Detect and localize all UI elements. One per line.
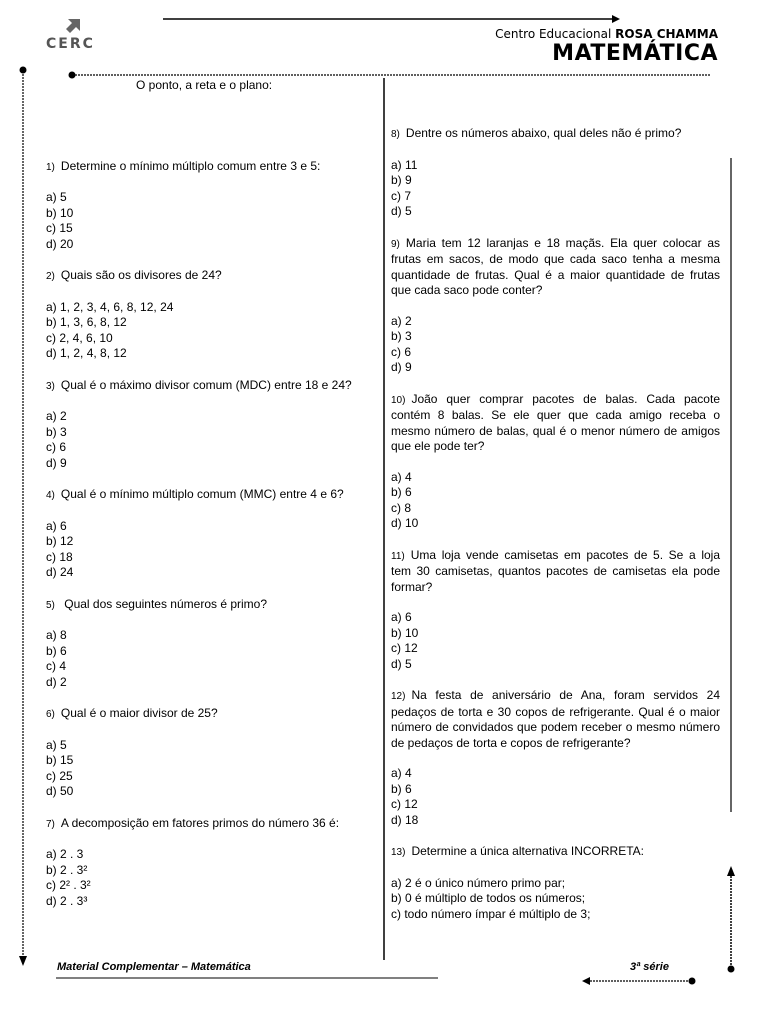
answer-option: a) 2 [391,313,412,328]
answer-option: b) 3 [46,424,67,439]
answer-option: d) 10 [391,516,419,530]
answer-option: a) 11 [391,157,418,172]
answer-option: a) 2 [46,409,67,423]
answer-option: b) 2 . 3² [46,862,88,877]
question-text [391,688,720,751]
question-statement: Uma loja vende camisetas em pacotes de 5. Se a loja tem 30 camisetas, quantos pacotes de camisetas ela pode formar? [391,547,720,594]
question-text [46,816,376,833]
question-number: 11) [391,550,405,562]
question-number: 6) [46,709,55,720]
answer-option: a) 2 é o único número primo par; [391,875,566,890]
answer-option: d) 9 [46,455,67,470]
question-block [46,597,376,691]
answer-option: d) 2 [46,674,67,689]
question-text [46,159,376,176]
answer-option: b) 12 [46,534,74,548]
answer-option: c) 18 [46,549,73,564]
answer-option: c) 6 [391,344,412,359]
answer-option: b) 10 [46,205,74,220]
question-statement: Na festa de aniversário de Ana, foram servidos 24 pedaços de torta e 30 copos de refrigerante. Qual é o maior número de convidados que podem receber o mesmo número de pedaços de torta e copos de refrigerante? [391,688,720,750]
question-text [391,126,720,143]
answer-option: d) 9 [391,360,412,374]
answer-option: a) 4 [391,766,412,780]
question-statement: Qual é o maior divisor de 25? [60,706,218,720]
answer-option: c) 6 [46,440,67,454]
question-number: 10) [391,394,406,406]
answer-option: d) 50 [46,784,74,798]
left-column [46,78,376,925]
question-block [391,392,720,532]
question-number: 7) [46,818,55,830]
question-block [391,126,720,220]
answer-option: d) 2 . 3³ [46,893,88,908]
question-statement: Determine o mínimo múltiplo comum entre 3 e 5: [60,158,321,173]
question-statement: Maria tem 12 laranjas e 18 maçãs. Ela quer colocar as frutas em sacos, de modo que cada saco tenha a mesma quantidade de frutas. Qual é a maior quantidade de frutas que cada saco pode conter? [391,235,720,297]
answer-option: a) 5 [46,190,67,204]
answer-option: c) 2, 4, 6, 10 [46,330,113,345]
left-question-list [46,159,376,910]
answer-option: a) 2 . 3 [46,847,84,861]
answer-option: b) 9 [391,173,412,187]
question-number: 8) [391,129,400,140]
logo-text: CERC [46,36,95,52]
question-text [391,392,720,455]
question-number: 9) [391,238,400,250]
question-text [391,236,720,299]
answer-option: b) 6 [391,781,412,796]
answer-option: c) 25 [46,768,73,783]
question-block [46,816,376,910]
footer-material-label: Material Complementar – Matemática [57,961,251,973]
answer-option: d) 5 [391,204,412,218]
answer-option: d) 24 [46,565,74,579]
answer-option: d) 20 [46,236,74,251]
page-subtitle: O ponto, a reta e o plano: [136,78,273,92]
question-statement: Qual é o máximo divisor comum (MDC) entre 18 e 24? [60,377,352,392]
answer-option: b) 10 [391,625,419,640]
right-column [391,126,720,938]
question-number: 3) [46,380,55,392]
question-text [46,378,376,395]
question-number: 5) [46,599,55,611]
question-statement: A decomposição em fatores primos do número 36 é: [60,815,340,830]
answer-option: a) 8 [46,628,67,642]
question-statement: Quais são os divisores de 24? [60,268,222,282]
answer-option: b) 3 [391,329,412,343]
question-statement: Qual é o mínimo múltiplo comum (MMC) entre 4 e 6? [60,487,344,501]
answer-option: d) 5 [391,656,412,671]
question-block [46,706,376,800]
question-statement: Qual dos seguintes números é primo? [60,596,268,611]
answer-option: b) 15 [46,753,74,767]
question-number: 2) [46,271,55,282]
answer-option: a) 4 [391,469,412,484]
answer-option: c) todo número ímpar é múltiplo de 3; [391,906,591,921]
question-statement: Determine a única alternativa INCORRETA: [411,844,644,858]
answer-option: a) 6 [391,610,412,624]
question-text [391,844,720,861]
right-question-list [391,126,720,922]
question-text [46,597,376,614]
question-statement: Dentre os números abaixo, qual deles não é primo? [405,126,682,140]
question-block [46,159,376,253]
answer-option: c) 8 [391,500,412,515]
question-block [46,268,376,362]
question-block [391,844,720,922]
question-block [46,378,376,472]
question-number: 1) [46,161,55,173]
question-block [391,236,720,376]
answer-option: b) 1, 3, 6, 8, 12 [46,315,127,329]
answer-option: c) 4 [46,659,67,673]
answer-option: a) 5 [46,737,67,752]
answer-option: d) 18 [391,812,419,827]
answer-option: c) 15 [46,221,73,235]
question-text [46,487,376,504]
question-text [46,268,376,285]
question-number: 13) [391,847,406,858]
footer-grade-label: 3ª série [630,961,669,973]
question-number: 12) [391,691,406,702]
answer-option: c) 7 [391,188,412,203]
question-block [391,548,720,673]
answer-option: b) 6 [391,485,412,499]
question-statement: João quer comprar pacotes de balas. Cada pacote contém 8 balas. Se ele quer que cada amigo receba o mesmo número de balas, qual é o menor número de amigos que ele pode ter? [391,391,720,453]
answer-option: c) 12 [391,641,418,655]
answer-option: a) 1, 2, 3, 4, 6, 8, 12, 24 [46,299,174,314]
answer-option: c) 2² . 3² [46,878,91,892]
answer-option: b) 0 é múltiplo de todos os números; [391,891,586,905]
question-block [391,688,720,828]
subject-title: MATEMÁTICA [552,41,718,66]
question-text [391,548,720,596]
question-number: 4) [46,490,55,501]
school-name: Centro Educacional ROSA CHAMMA [495,27,718,41]
question-text [46,706,376,723]
question-block [46,487,376,581]
answer-option: a) 6 [46,518,67,533]
answer-option: c) 12 [391,797,418,811]
answer-option: d) 1, 2, 4, 8, 12 [46,346,127,360]
answer-option: b) 6 [46,643,67,658]
